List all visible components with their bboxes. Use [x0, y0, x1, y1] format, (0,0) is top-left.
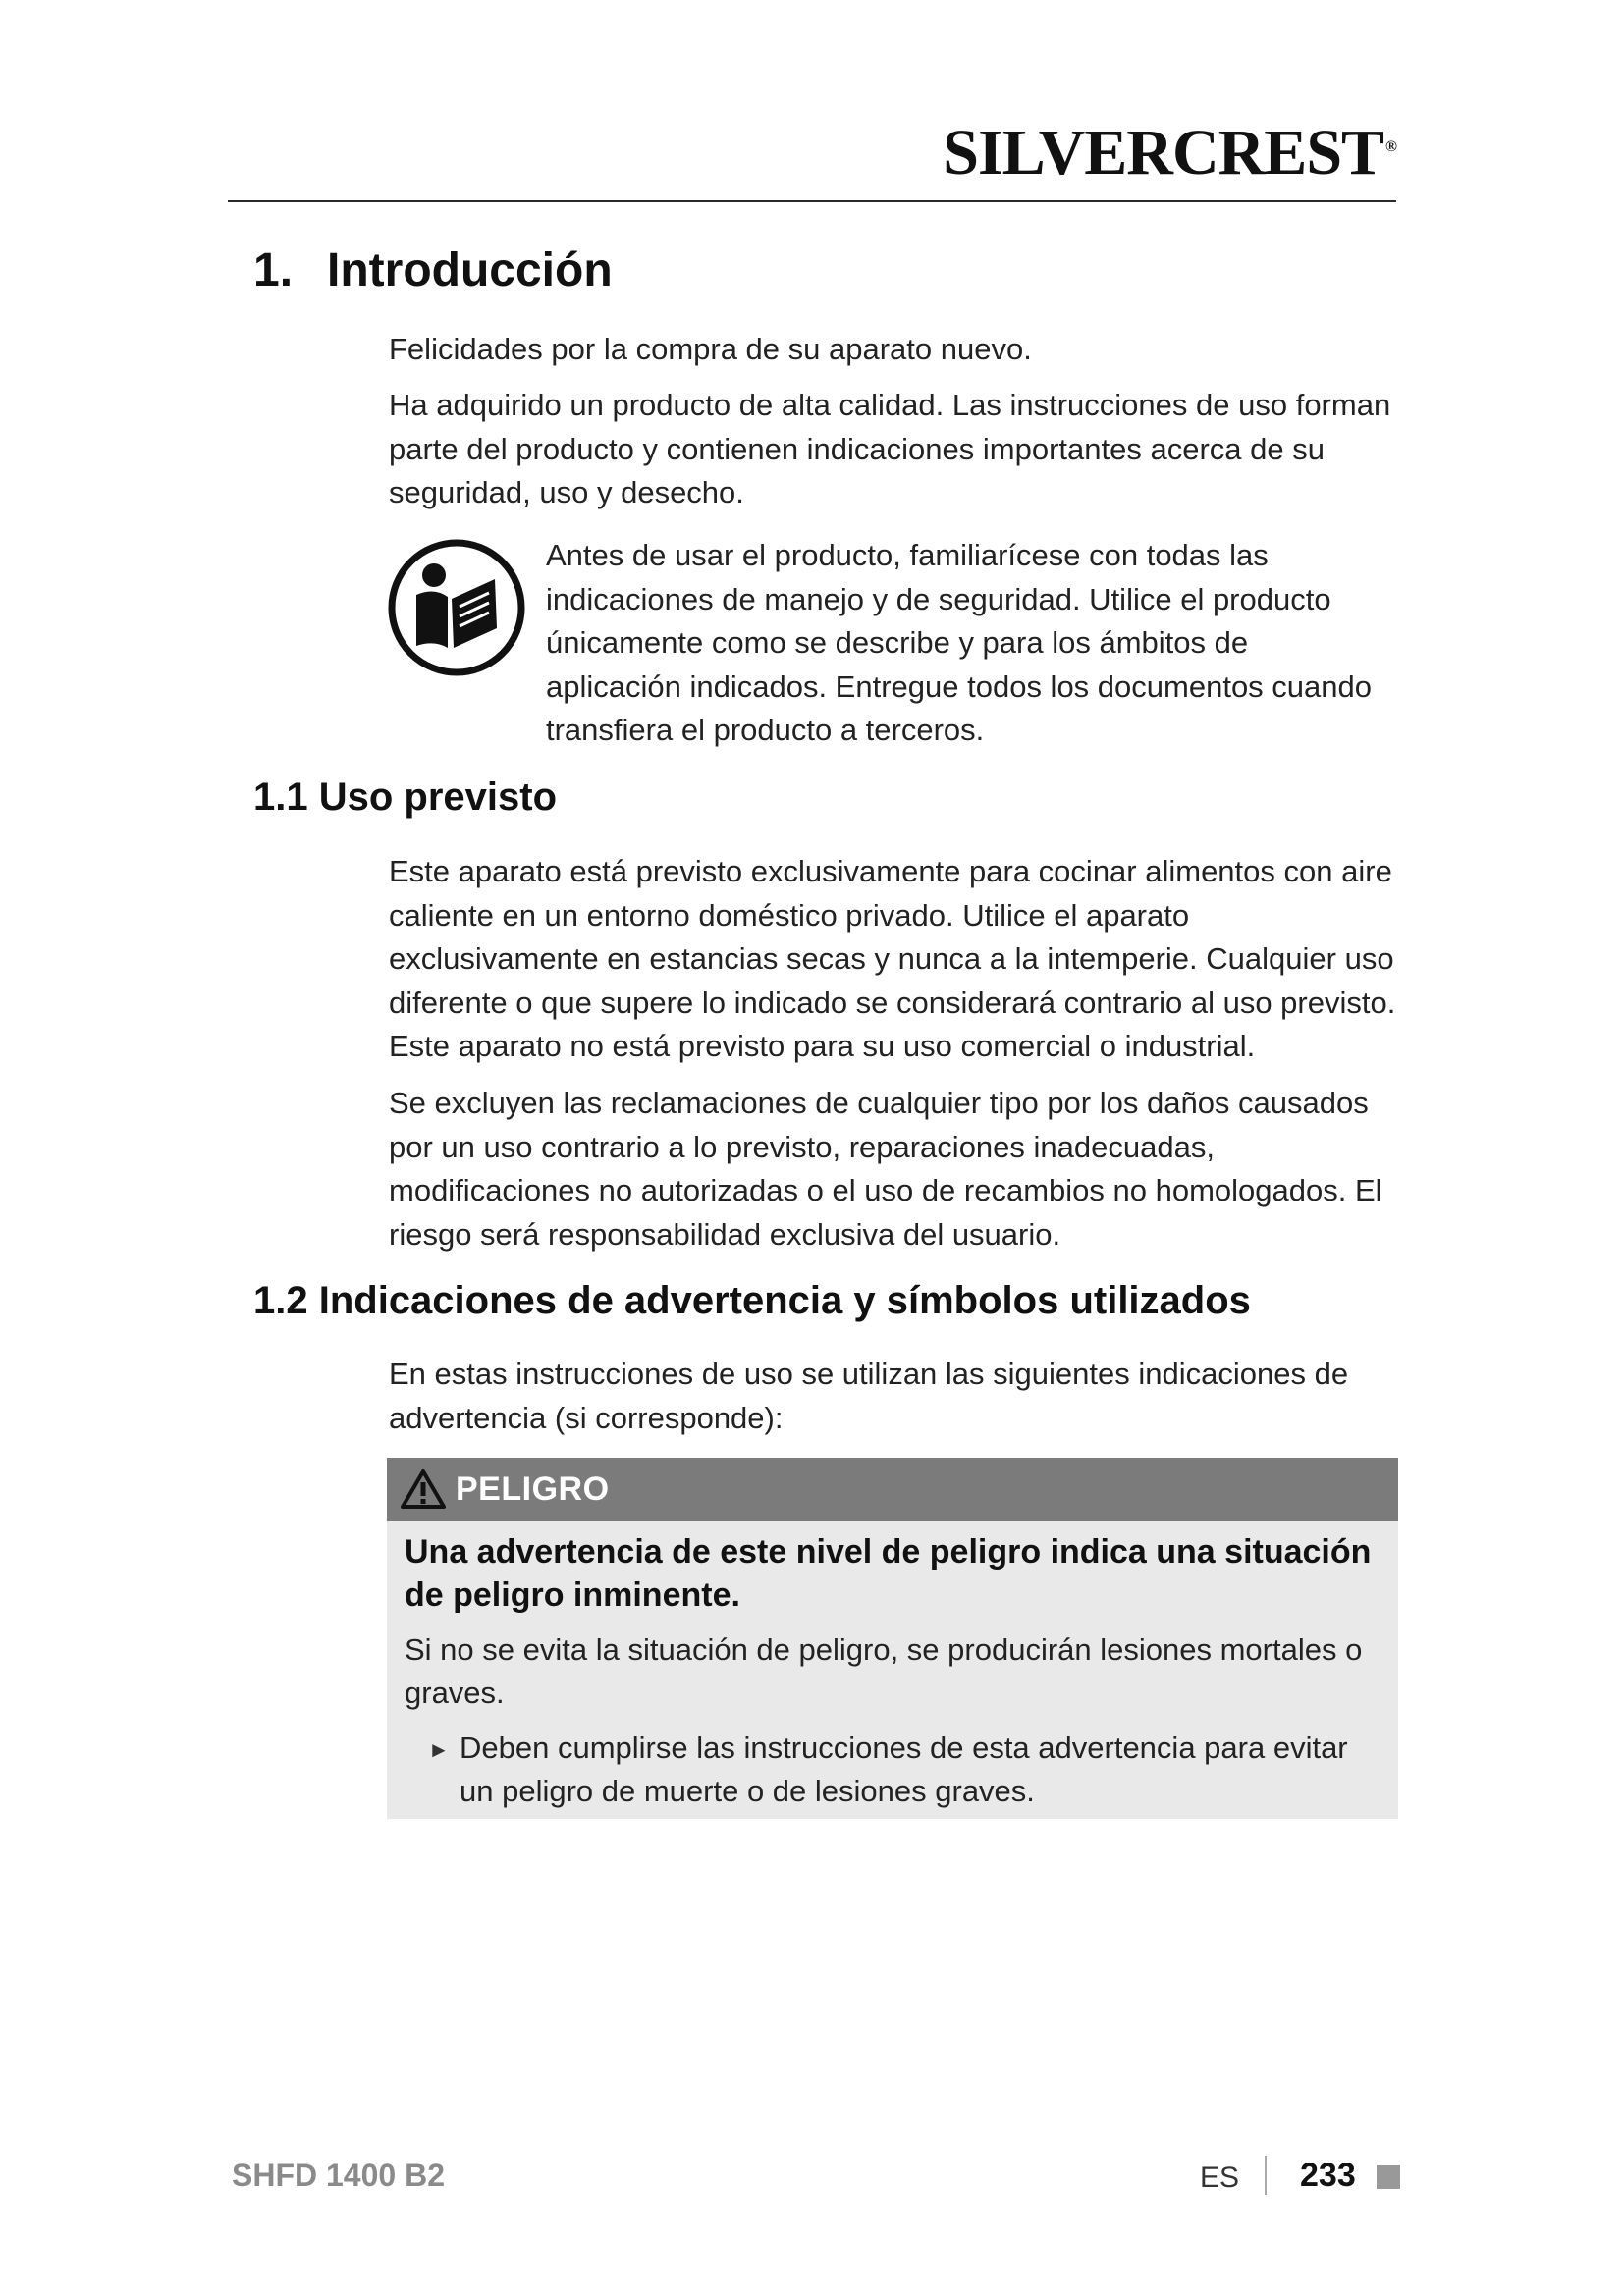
section-1-number: 1.: [253, 244, 294, 296]
danger-bullet: [428, 1727, 1380, 1813]
footer-model: SHFD 1400 B2: [232, 2158, 445, 2193]
danger-warning-box: [387, 1458, 1398, 1819]
footer-square-marker: [1377, 2165, 1400, 2189]
intended-use-paragraph-2: Se excluyen las reclamaciones de cualquier tipo por los daños causados por un uso contrario a lo previsto, reparaciones inadecuadas, modificaciones no autorizadas o el uso de recambios no homologados. El riesgo será responsabilidad exclusiva del usuario.: [389, 1086, 1382, 1252]
footer-separator: [1265, 2156, 1267, 2195]
section-1-heading: [253, 243, 613, 297]
footer-language: ES: [1200, 2162, 1240, 2194]
warning-triangle-icon: [401, 1468, 446, 1510]
warnings-intro-paragraph: En estas instrucciones de uso se utilizan las siguientes indicaciones de advertencia (si corresponde):: [389, 1357, 1349, 1435]
read-manual-icon: [387, 538, 526, 677]
danger-label: PELIGRO: [456, 1469, 610, 1508]
registered-mark: ®: [1385, 138, 1396, 155]
section-1-1-heading: 1.1 Uso previsto: [253, 775, 558, 819]
intro-paragraph-2: Ha adquirido un producto de alta calidad. Las instrucciones de uso forman parte del producto y contienen indicaciones importantes acerca de su seguridad, uso y desecho.: [389, 388, 1391, 509]
brand-logo: [943, 116, 1396, 190]
bullet-arrow-icon: ►: [428, 1737, 450, 1762]
brand-name: SILVERCREST: [943, 117, 1384, 188]
section-1-title: Introducción: [327, 244, 613, 296]
intro-paragraph-1: Felicidades por la compra de su aparato nuevo.: [389, 332, 1032, 366]
footer-page-number: 233: [1300, 2157, 1356, 2194]
danger-bullet-text: Deben cumplirse las instrucciones de esta advertencia para evitar un peligro de muerte o de lesiones graves.: [460, 1731, 1348, 1808]
danger-text: Si no se evita la situación de peligro, se producirán lesiones mortales o graves.: [405, 1632, 1363, 1710]
read-manual-paragraph: Antes de usar el producto, familiarícese con todas las indicaciones de manejo y de seguridad. Utilice el producto únicamente como se describe y para los ámbitos de aplicación indicados. Entregue todos los documentos cuando transfiera el producto a terceros.: [546, 538, 1372, 747]
section-1-2-heading: 1.2 Indicaciones de advertencia y símbolos utilizados: [253, 1279, 1251, 1322]
danger-header: [387, 1458, 1398, 1521]
header-rule: [228, 200, 1396, 202]
intended-use-paragraph-1: Este aparato está previsto exclusivamente para cocinar alimentos con aire caliente en un entorno doméstico privado. Utilice el aparato exclusivamente en estancias secas y nunca a la intemperie. Cualquier uso diferente o que supere lo indicado se considerará contrario al uso previsto. Este aparato no está previsto para su uso comercial o industrial.: [389, 854, 1396, 1063]
danger-strong-text: Una advertencia de este nivel de peligro indica una situación de peligro inminente.: [405, 1533, 1372, 1614]
